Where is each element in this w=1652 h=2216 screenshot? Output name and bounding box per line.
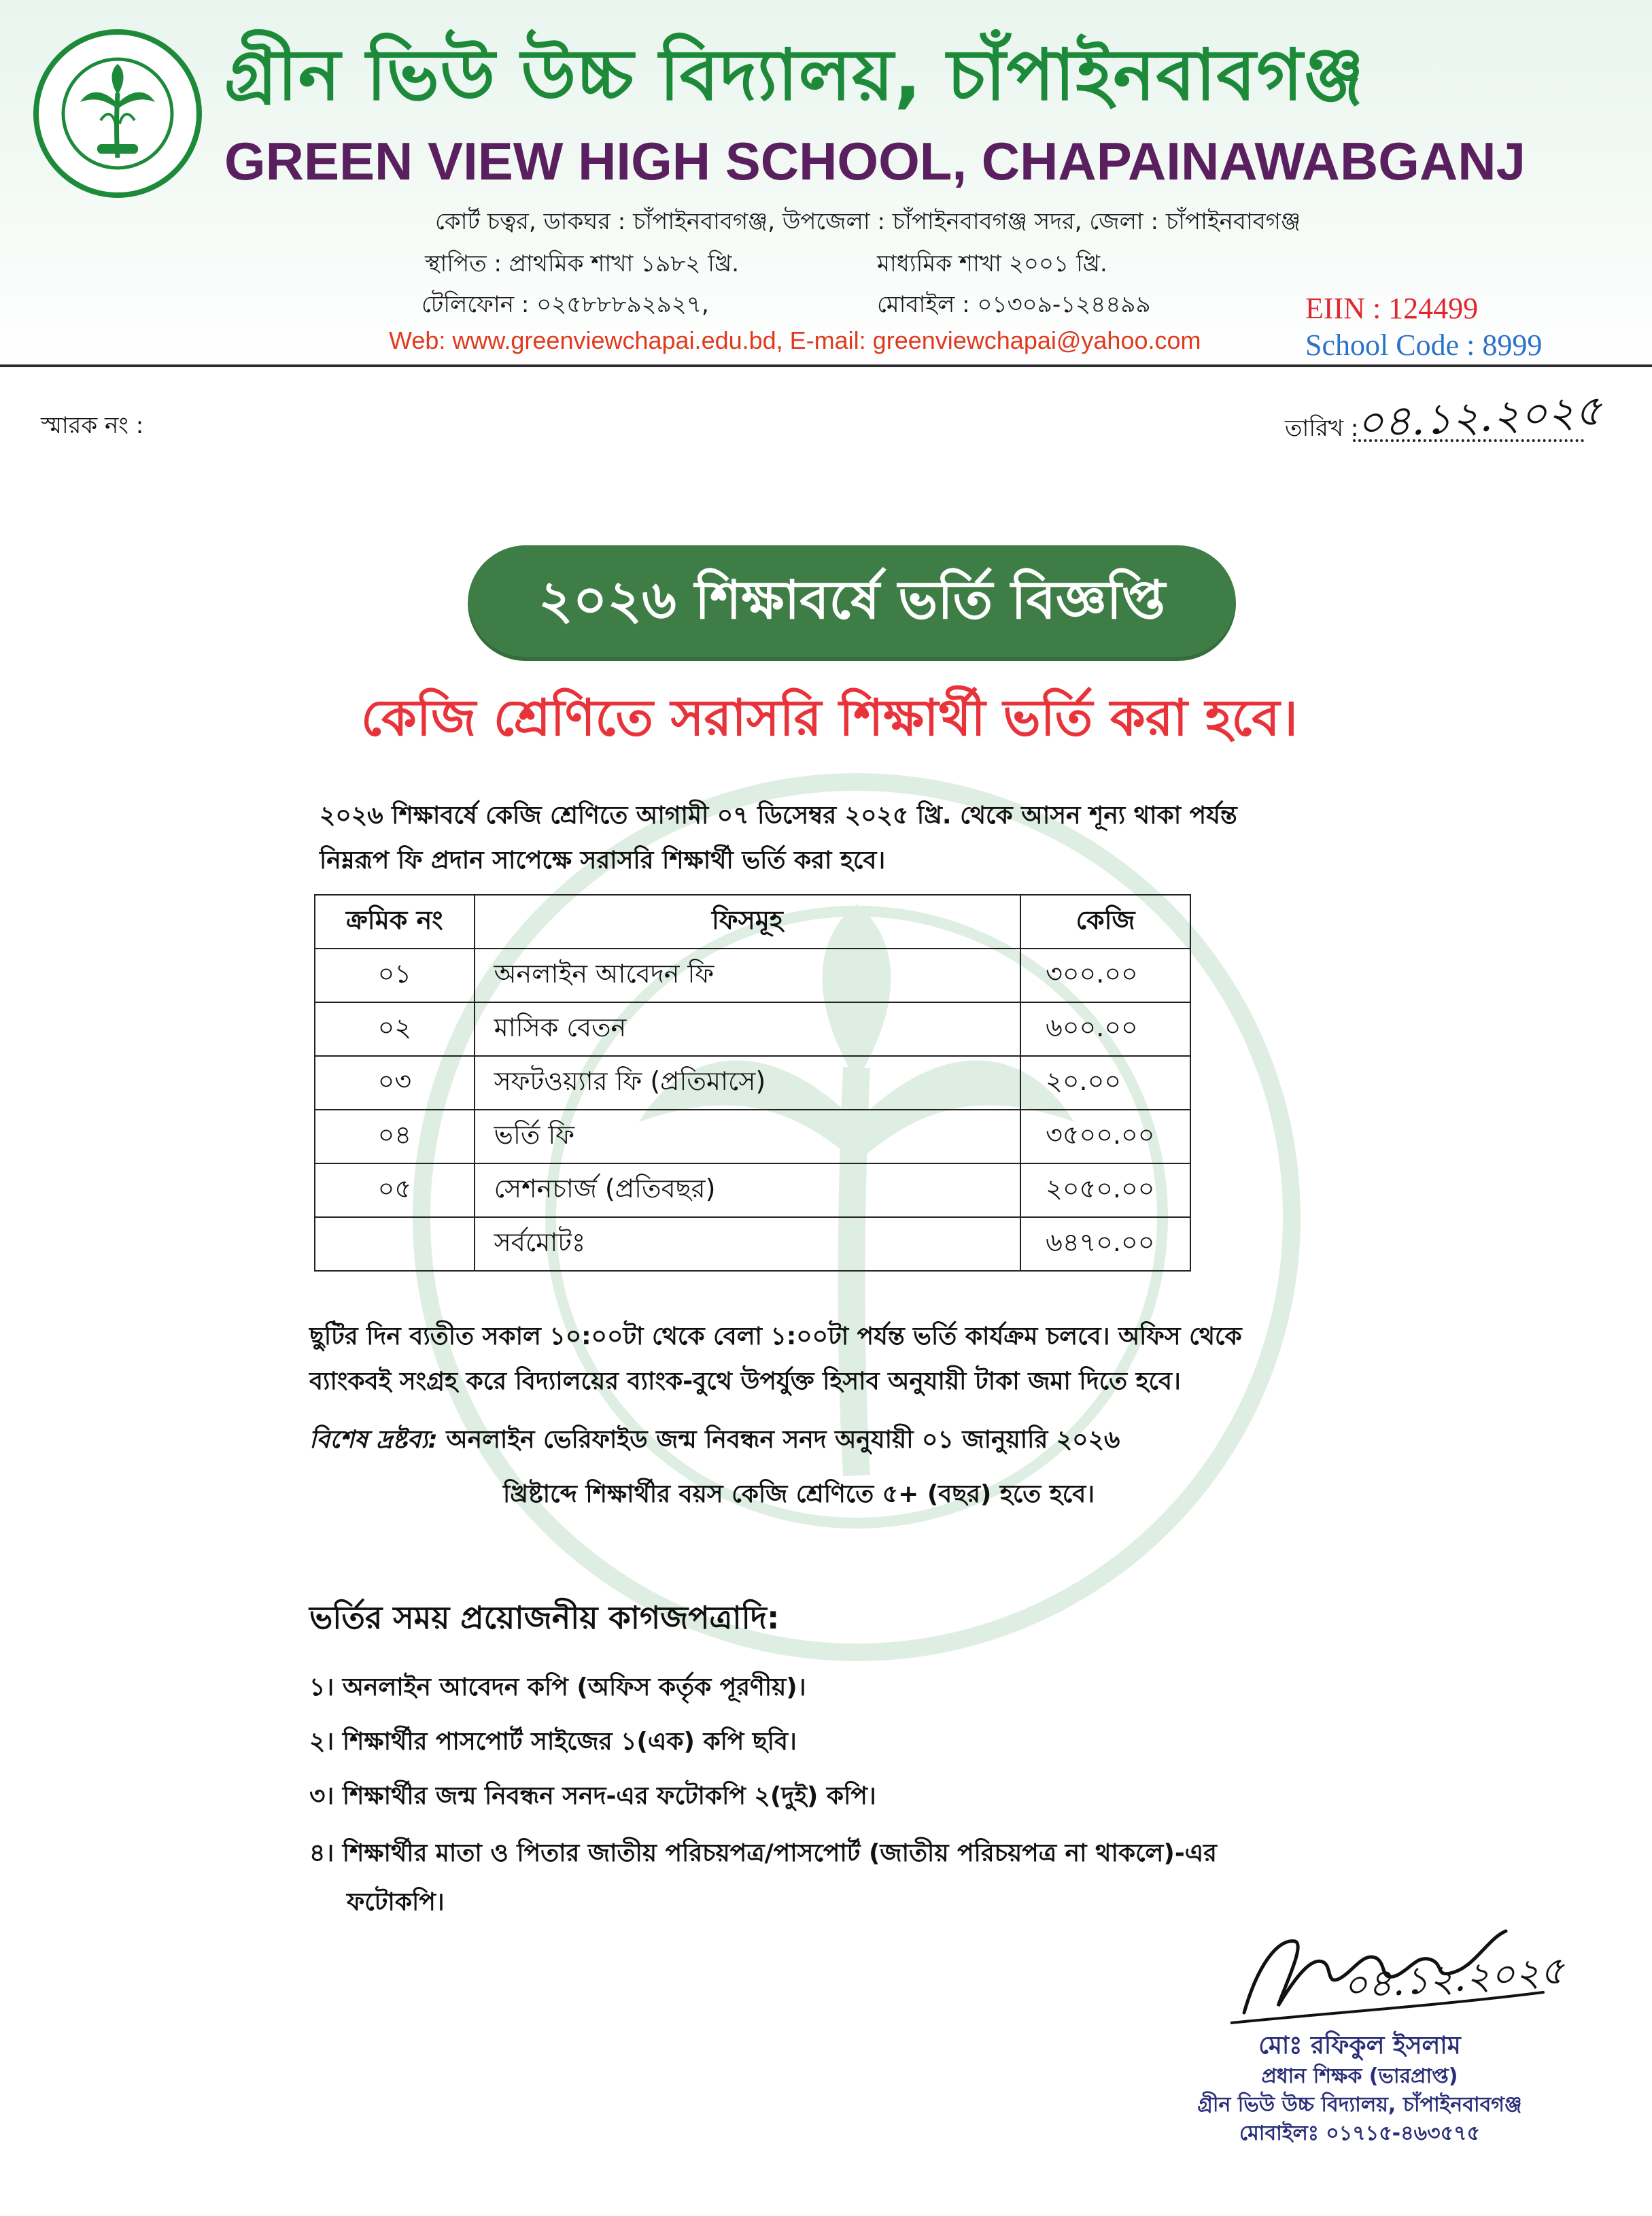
list-item-continuation: ফটোকপি।	[347, 1888, 445, 1916]
list-item: ২। শিক্ষার্থীর পাসপোর্ট সাইজের ১(এক) কপি ছবি।	[309, 1728, 797, 1756]
table-row	[315, 1002, 1190, 1056]
row-amount: ৩০০.০০	[1020, 949, 1190, 1002]
list-item: ৪। শিক্ষার্থীর মাতা ও পিতার জাতীয় পরিচয়পত্র/পাসপোর্ট (জাতীয় পরিচয়পত্র না থাকলে)-এর	[309, 1839, 1217, 1867]
row-serial: ০৪	[315, 1110, 475, 1163]
school-telephone: টেলিফোন : ০২৫৮৮৮৯২৯২৭,	[421, 291, 709, 318]
school-web-email: Web: www.greenviewchapai.edu.bd, E-mail: greenviewchapai@yahoo.com	[389, 326, 1201, 354]
school-mobile: মোবাইল : ০১৩০৯-১২৪৪৯৯	[877, 291, 1151, 318]
established-secondary: মাধ্যমিক শাখা ২০০১ খ্রি.	[877, 250, 1107, 277]
row-amount: ২০.০০	[1020, 1056, 1190, 1110]
signatory-block	[1183, 2030, 1536, 2148]
fee-table	[314, 894, 1191, 1272]
letterhead-divider	[0, 364, 1652, 367]
notice-heading-banner	[468, 545, 1236, 661]
school-address: কোর্ট চত্বর, ডাকঘর : চাঁপাইনবাবগঞ্জ, উপজেলা : চাঁপাইনবাবগঞ্জ সদর, জেলা : চাঁপাইনবাবগঞ্জ	[435, 208, 1301, 235]
row-fee-item: অনলাইন আবেদন ফি	[475, 949, 1020, 1002]
intro-line-1: ২০২৬ শিক্ষাবর্ষে কেজি শ্রেণিতে আগামী ০৭ ডিসেম্বর ২০২৫ খ্রি. থেকে আসন শূন্য থাকা পর্যন্ত	[320, 802, 1237, 830]
special-note-line-1	[309, 1421, 1120, 1462]
total-serial	[315, 1217, 475, 1271]
memo-number-label: স্মারক নং :	[41, 412, 144, 439]
list-item: ১। অনলাইন আবেদন কপি (অফিস কর্তৃক পূরণীয়)।	[309, 1673, 806, 1701]
notice-subheading: কেজি শ্রেণিতে সরাসরি শিক্ষার্থী ভর্তি করা হবে।	[360, 689, 1298, 747]
school-code: School Code : 8999	[1305, 328, 1543, 362]
row-fee-item: সেশনচার্জ (প্রতিবছর)	[475, 1163, 1020, 1217]
table-row	[315, 1110, 1190, 1163]
notice-heading: ২০২৬ শিক্ষাবর্ষে ভর্তি বিজ্ঞপ্তি	[538, 570, 1166, 631]
signatory-title: প্রধান শিক্ষক (ভারপ্রাপ্ত)	[1261, 2064, 1458, 2088]
table-total-row	[315, 1217, 1190, 1271]
total-label: সর্বমোটঃ	[475, 1217, 1020, 1271]
signature-date: ০৪.১২.২০২৫	[1341, 1948, 1566, 2009]
signatory-name: মোঃ রফিকুল ইসলাম	[1258, 2032, 1461, 2060]
row-fee-item: ভর্তি ফি	[475, 1110, 1020, 1163]
special-note-label: বিশেষ দ্রষ্টব্য:	[309, 1426, 438, 1454]
row-serial: ০২	[315, 1002, 475, 1056]
school-logo	[33, 29, 203, 199]
row-serial: ০১	[315, 949, 475, 1002]
documents-title: ভর্তির সময় প্রয়োজনীয় কাগজপত্রাদি:	[309, 1599, 780, 1636]
date-label: তারিখ :	[1285, 415, 1359, 442]
established-primary: স্থাপিত : প্রাথমিক শাখা ১৯৮২ খ্রি.	[425, 250, 740, 277]
intro-line-2: নিম্নরূপ ফি প্রদান সাপেক্ষে সরাসরি শিক্ষার্থী ভর্তি করা হবে।	[320, 847, 886, 874]
header-fees: ফিসমূহ	[475, 895, 1020, 949]
fee-table-header-row	[315, 895, 1190, 949]
eiin-number: EIIN : 124499	[1305, 292, 1479, 325]
handwritten-date: ০৪.১২.২০২৫	[1355, 385, 1604, 448]
row-amount: ৩৫০০.০০	[1020, 1110, 1190, 1163]
signatory-mobile: মোবাইলঃ ০১৭১৫-৪৬৩৫৭৫	[1239, 2121, 1481, 2145]
row-fee-item: মাসিক বেতন	[475, 1002, 1020, 1056]
table-row	[315, 1163, 1190, 1217]
school-name-english: GREEN VIEW HIGH SCHOOL, CHAPAINAWABGANJ	[224, 131, 1526, 191]
special-note-line-2: খ্রিষ্টাব্দে শিক্ষার্থীর বয়স কেজি শ্রেণিতে ৫+ (বছর) হতে হবে।	[503, 1480, 1095, 1508]
table-row	[315, 1056, 1190, 1110]
row-amount: ২০৫০.০০	[1020, 1163, 1190, 1217]
schedule-line-1: ছুটির দিন ব্যতীত সকাল ১০:০০টা থেকে বেলা ১:০০টা পর্যন্ত ভর্তি কার্যক্রম চলবে। অফিস থেকে	[309, 1323, 1242, 1350]
schedule-line-2: ব্যাংকবই সংগ্রহ করে বিদ্যালয়ের ব্যাংক-বুথে উপর্যুক্ত হিসাব অনুযায়ী টাকা জমা দিতে হবে।	[309, 1367, 1181, 1395]
header-serial: ক্রমিক নং	[315, 895, 475, 949]
row-amount: ৬০০.০০	[1020, 1002, 1190, 1056]
row-serial: ০৩	[315, 1056, 475, 1110]
signatory-school: গ্রীন ভিউ উচ্চ বিদ্যালয়, চাঁপাইনবাবগঞ্জ	[1197, 2093, 1522, 2117]
table-row	[315, 949, 1190, 1002]
special-note-text: অনলাইন ভেরিফাইড জন্ম নিবন্ধন সনদ অনুযায়ী ০১ জানুয়ারি ২০২৬	[446, 1426, 1120, 1454]
list-item: ৩। শিক্ষার্থীর জন্ম নিবন্ধন সনদ-এর ফটোকপি ২(দুই) কপি।	[309, 1782, 876, 1810]
row-serial: ০৫	[315, 1163, 475, 1217]
school-name-bangla: গ্রীন ভিউ উচ্চ বিদ্যালয়, চাঁপাইনবাবগঞ্জ	[224, 33, 1365, 116]
total-amount: ৬৪৭০.০০	[1020, 1217, 1190, 1271]
header-kg: কেজি	[1020, 895, 1190, 949]
row-fee-item: সফটওয়্যার ফি (প্রতিমাসে)	[475, 1056, 1020, 1110]
